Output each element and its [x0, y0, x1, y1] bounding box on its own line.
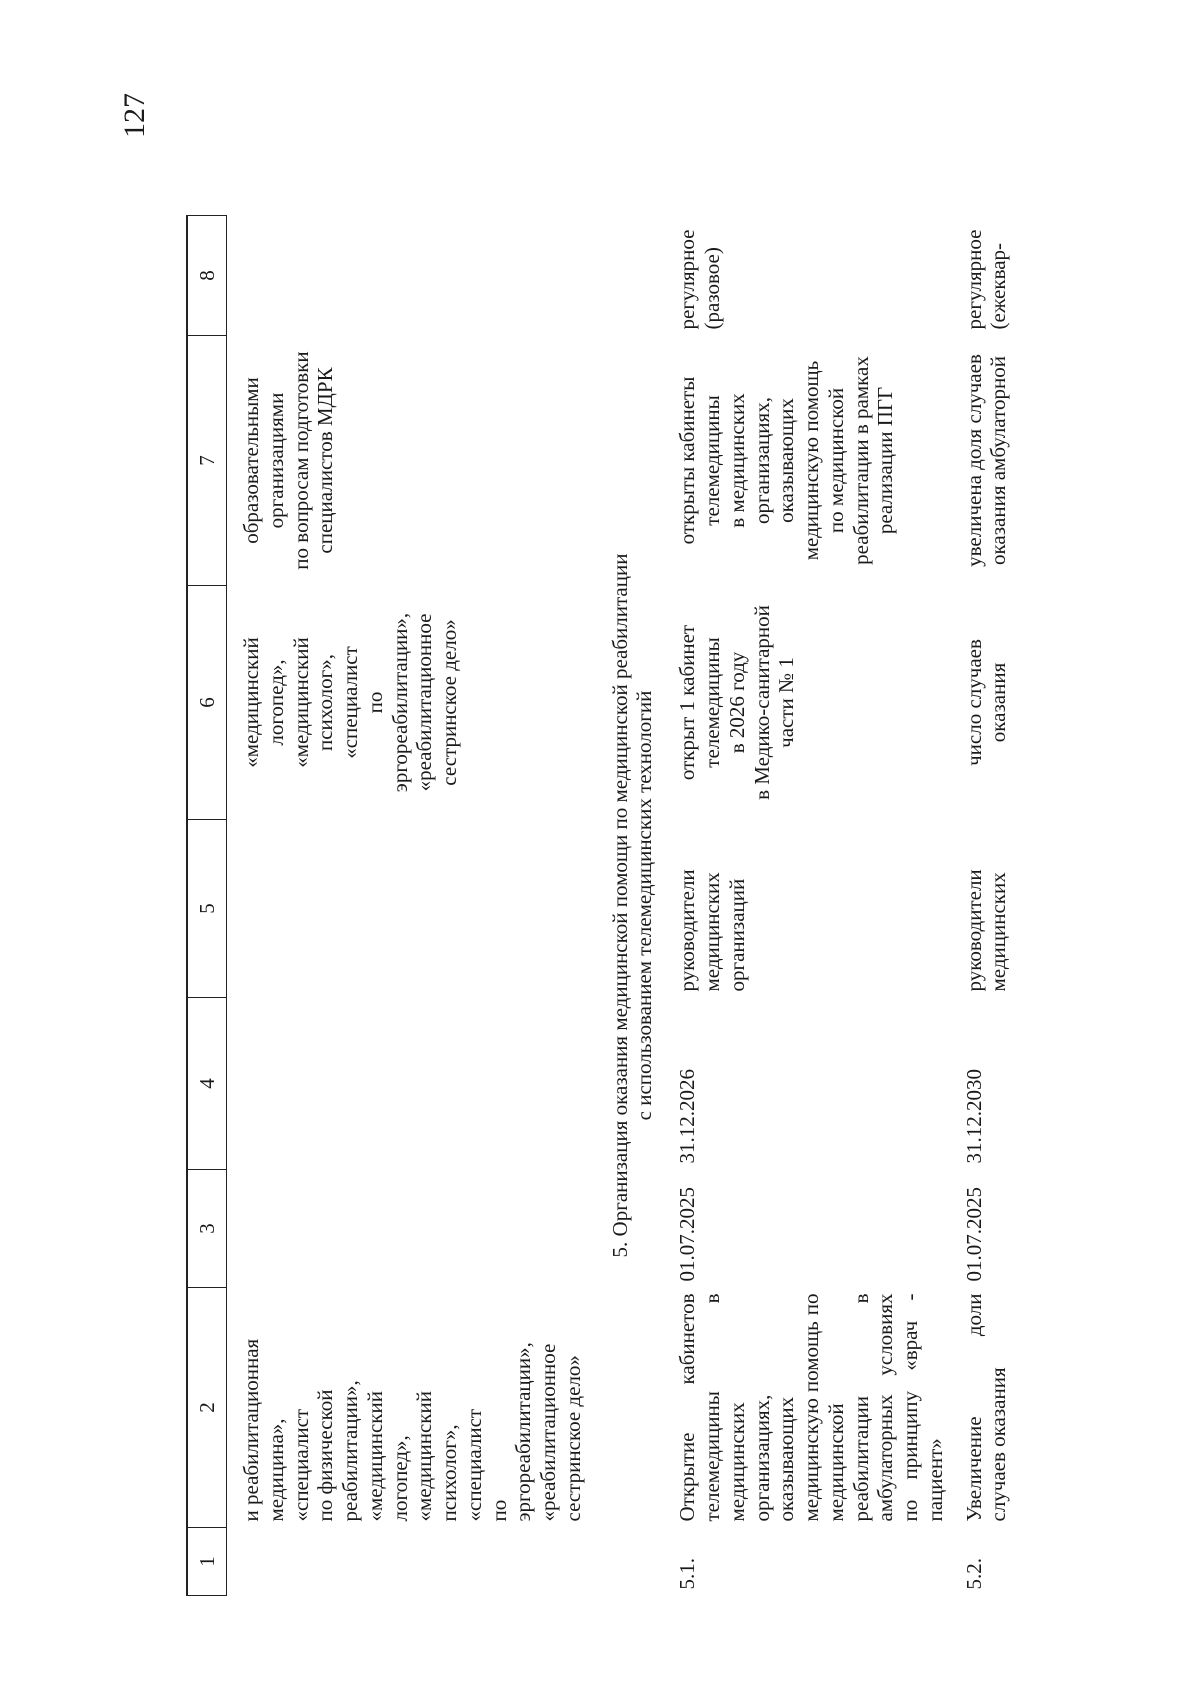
cell-indicator: число случаев оказания: [961, 639, 1011, 766]
cell-number: [227, 1528, 596, 1596]
table-row: [958, 216, 1022, 1596]
column-header-5: 5: [187, 820, 227, 998]
measures-table: [186, 215, 1021, 1596]
cell-indicator: открыт 1 кабинет телемедицины в 2026 году в Медико-санитарной части № 1: [675, 605, 799, 800]
rotated-page-content: [0, 200, 1200, 1618]
section-heading-row: [596, 216, 672, 1596]
cell-end-date: 31.12.2030: [961, 1069, 986, 1164]
measure-name-rest: случаев оказания: [986, 1367, 1011, 1522]
cell-measure-name: [958, 1288, 1022, 1528]
cell-measure-name: и реабилитационная медицина», «специалист по физической реабилитации», «медицинский логопед», «медицинский психолог», «специалист по эргореабилитации», «реабилитационное сестринское дело»: [239, 1338, 585, 1522]
table-header-row: [187, 216, 227, 1596]
cell-number: 5.1.: [675, 1558, 700, 1590]
column-header-1: 1: [187, 1528, 227, 1596]
column-header-6: 6: [187, 586, 227, 820]
cell-result: увеличена доля случаев оказания амбулаторной: [961, 354, 1011, 567]
column-header-3: 3: [187, 1170, 227, 1288]
cell-indicator: «медицинский логопед», «медицинский психолог», «специалист по эргореабилитации», «реабилитационное сестринское дело»: [239, 612, 462, 793]
cell-responsible: руководители медицинских организаций: [675, 869, 749, 992]
cell-frequency: [227, 216, 596, 336]
cell-number: 5.2.: [961, 1558, 986, 1590]
cell-frequency: регулярное (разовое): [675, 229, 725, 330]
cell-end-date: 31.12.2026: [675, 1069, 700, 1164]
cell-result: открыты кабинеты телемедицины в медицинских организациях, оказывающих медицинскую помощь по медицинской реабилитации в рамках реализации ПГГ: [675, 356, 898, 565]
cell-end-date: [227, 998, 596, 1170]
page-number: 127: [118, 93, 151, 138]
section-title: 5. Организация оказания медицинской помощи по медицинской реабилитации с использованием телемедицинских технологий: [607, 553, 657, 1258]
column-header-2: 2: [187, 1288, 227, 1528]
cell-start-date: 01.07.2025: [675, 1187, 700, 1282]
cell-measure-name: Открытие кабинетов телемедицины в медицинских организациях, оказывающих медицинскую помощь по медицинской реабилитации в амбулаторных условиях по принципу «врач - пациент»: [675, 1293, 947, 1522]
measure-name-word: Увеличение: [961, 1416, 986, 1522]
column-header-8: 8: [187, 216, 227, 336]
cell-result: образовательными организациями по вопросам подготовки специалистов МДРК: [239, 351, 338, 570]
measure-name-word: доли: [961, 1293, 986, 1337]
table-row: [671, 216, 957, 1596]
cell-frequency: регулярное (ежеквар-: [961, 229, 1011, 330]
measure-name-first-line: [962, 1294, 987, 1522]
column-header-4: 4: [187, 998, 227, 1170]
cell-responsible: [227, 820, 596, 998]
cell-responsible: руководители медицинских: [961, 869, 1011, 992]
table-row-continuation: [227, 216, 596, 1596]
cell-start-date: 01.07.2025: [961, 1187, 986, 1282]
cell-start-date: [227, 1170, 596, 1288]
column-header-7: 7: [187, 336, 227, 586]
